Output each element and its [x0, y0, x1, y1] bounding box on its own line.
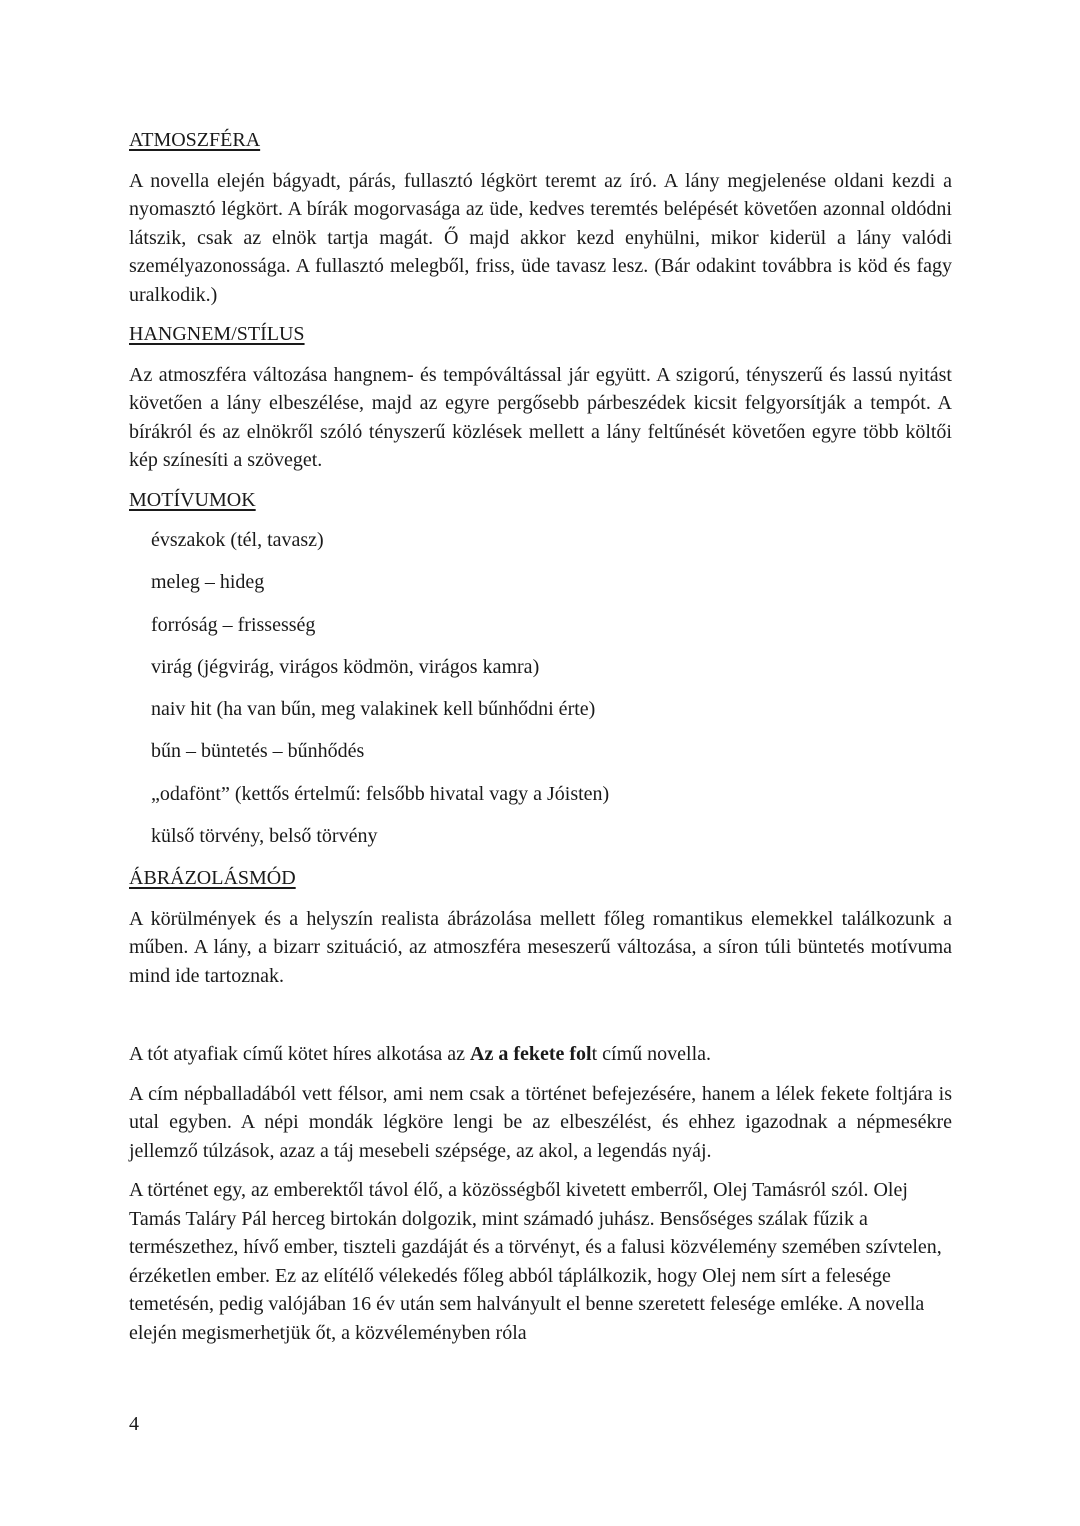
motif-item: „odafönt” (kettős értelmű: felsőbb hivatal vagy a Jóisten) — [151, 782, 610, 805]
section-heading-depiction: ÁBRÁZOLÁSMÓD — [129, 867, 296, 890]
paragraph-atmosphere: A novella elején bágyadt, párás, fullasztó légkört teremt az író. A lány megjelenése oldani kezdi a nyomasztó légkört. A bírák mogorvasága az üde, kedves teremtés belépését követően azonnal oldódni látszik, csak az elnök tartja magát. Ő majd akkor kezd enyhülni, mikor kiderül a lány valódi személyazonossága. A fullasztó melegből, friss, üde tavasz lesz. (Bár odakint továbbra is köd és fagy uralkodik.) — [129, 169, 952, 306]
section-heading-atmosphere: ATMOSZFÉRA — [129, 129, 261, 151]
motif-item: bűn – büntetés – bűnhődés — [151, 740, 365, 763]
paragraph-title-meaning: A cím népballadából vett félsor, ami nem csak a történet befejezésére, hanem a lélek fekete foltjára is utal egyben. A népi mondák légköre lengi be az elbeszélést, és ehhez igazodnak a népmesékre jellemző túlzások, azaz a táj mesebeli szépsége, az akol, a legendás nyáj. — [129, 1082, 952, 1162]
motif-item: forróság – frissesség — [151, 613, 316, 636]
section-spacer — [129, 1001, 952, 1040]
motif-item: meleg – hideg — [151, 571, 265, 594]
intro-text-after: t című novella. — [591, 1043, 712, 1066]
motif-item: évszakok (tél, tavasz) — [151, 529, 324, 551]
document-page — [129, 126, 952, 1358]
paragraph-intro — [129, 1040, 952, 1069]
page-number: 4 — [129, 1413, 139, 1435]
section-heading-tone: HANGNEM/STÍLUS — [129, 323, 305, 345]
paragraph-depiction: A körülmények és a helyszín realista ábrázolása mellett főleg romantikus elemekkel találkozunk a műben. A lány, a bizarr szituáció, az atmoszféra meseszerű változása, a síron túli büntetés motívuma mind ide tartoznak. — [129, 907, 952, 987]
motif-item: virág (jégvirág, virágos ködmön, virágos kamra) — [151, 655, 540, 678]
motif-item: naiv hit (ha van bűn, meg valakinek kell bűnhődni érte) — [151, 698, 596, 721]
motif-list — [151, 526, 952, 851]
intro-title-bold: Az a fekete fol — [470, 1043, 592, 1066]
section-heading-motifs: MOTÍVUMOK — [129, 488, 256, 511]
paragraph-story: A történet egy, az emberektől távol élő, a közösségből kivetett emberről, Olej Tamásról szól. Olej Tamás Taláry Pál herceg birtokán dolgozik, mint számadó juhász. Bensőséges szálak fűzik a természethez, hívő ember, tiszteli gazdáját és a törvényt, és a falusi közvélemény szemében szívtelen, érzéketlen ember. Ez az elítélő vélekedés főleg abból táplálkozik, hogy Olej nem sírt a felesége temetésén, pedig valójában 16 év után sem halványult el benne szeretett felesége emléke. A novella elején megismerhetjük őt, a közvéleményben róla — [129, 1179, 942, 1344]
motif-item: külső törvény, belső törvény — [151, 825, 378, 848]
paragraph-tone: Az atmoszféra változása hangnem- és tempóváltással jár együtt. A szigorú, tényszerű és lassú nyitást követően a lány elbeszélése, majd az egyre pergősebb párbeszédek kicsit felgyorsítják a tempót. A bírákról és az elnökről szóló tényszerű közlések mellett a lány feltűnését követően egyre több költői kép színesíti a szöveget. — [129, 363, 952, 471]
intro-text-before: A tót atyafiak című kötet híres alkotása az — [129, 1043, 470, 1066]
